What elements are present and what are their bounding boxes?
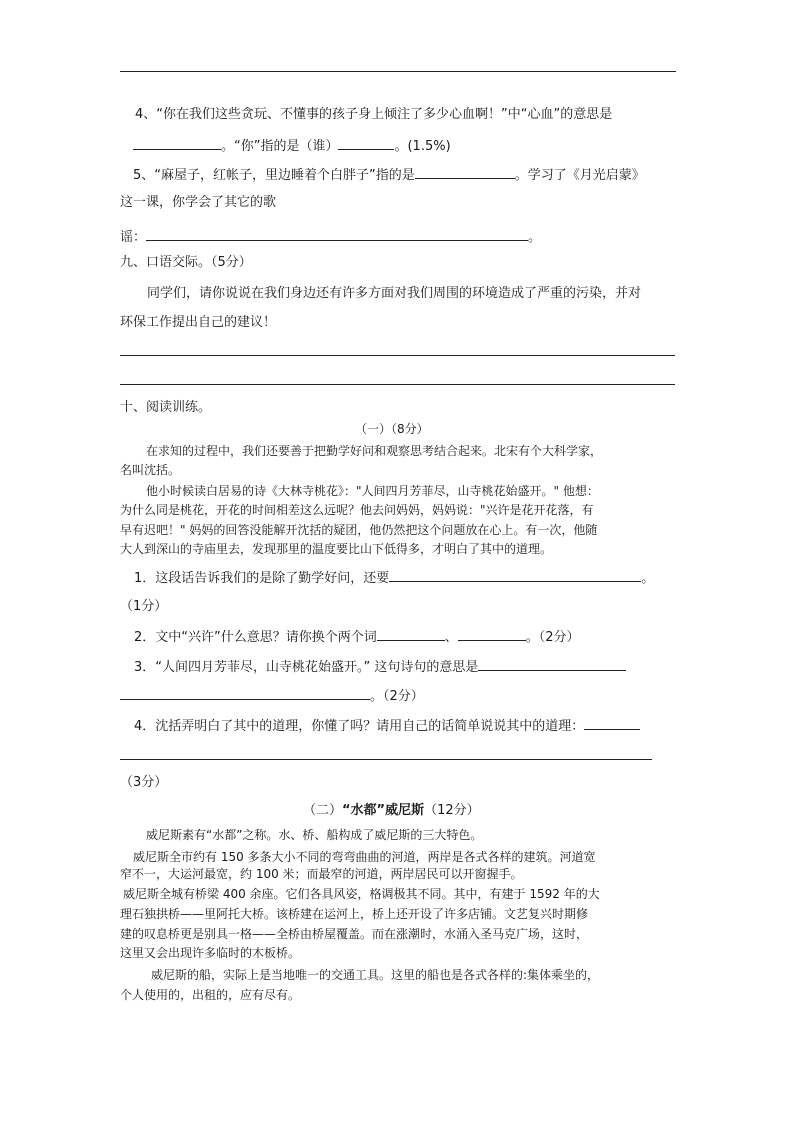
q5-text-b: 。学习了《月光启蒙》 [514, 168, 645, 183]
q5-line2 [120, 194, 276, 212]
reading1-q2 [134, 627, 580, 647]
reading1-q4 [134, 716, 640, 736]
reading1-q4-score: （3分） [120, 775, 168, 790]
reading2-p3-line1: 威尼斯全城有桥梁 400 余座。它们各具风姿，格调极其不同。其中，有建于 1592 年的大 [123, 887, 600, 901]
reading2-title-num: （二） [303, 803, 343, 818]
reading2-p2-line2: 窄不一，大运河最宽，约 100 米；而最窄的河道，两岸居民可以开窗握手。 [120, 867, 523, 881]
reading1-p1-line1: 在求知的过程中，我们还要善于把勤学好问和观察思考结合起来。北宋有个大科学家， [146, 444, 603, 458]
q5-text-a: 5、“麻屋子，红帐子，里边睡着个白胖子”指的是 [133, 168, 415, 183]
q5-text-3b: 。 [528, 230, 542, 245]
reading1-q1-score: （1分） [120, 599, 168, 614]
section10-title: 十、阅读训练。 [120, 400, 212, 415]
reading2-title-score: （12分） [424, 803, 480, 818]
reading1-q3 [134, 657, 626, 677]
q5-text-3a: 谣： [120, 230, 147, 245]
reading1-q4-answer-line[interactable] [120, 759, 652, 760]
reading1-q2-sep: 、 [444, 630, 458, 645]
reading1-q2-blank-2[interactable] [458, 627, 526, 641]
q4-answer-blank-2[interactable] [338, 136, 394, 150]
q4-text: 4、“你在我们这些贪玩、不懂事的孩子身上倾注了多少心血啊！”中“心血”的意思是 [135, 107, 613, 122]
reading1-p2-line4: 大人到深山的寺庙里去，发现那里的温度要比山下低得多，才明白了其中的道理。 [120, 542, 553, 556]
reading1-q3-end: 。（2分） [370, 689, 424, 704]
reading1-q4-blank-1[interactable] [584, 716, 640, 730]
section9-title: 九、口语交际。（5分） [120, 255, 252, 270]
reading2-p3-line4: 这里又会出现许多临时的木板桥。 [120, 946, 301, 960]
q5-answer-blank-2[interactable] [146, 227, 528, 241]
q4-line2 [133, 136, 451, 156]
reading1-q1-end: 。 [641, 571, 655, 586]
section9-para-line2: 环保工作提出自己的建议！ [120, 315, 277, 330]
reading1-q3-line2 [120, 686, 424, 706]
reading1-q1 [134, 568, 654, 588]
reading1-q3-text: 3．“人间四月芳菲尽，山寺桃花始盛开。” 这句诗句的意思是 [134, 660, 479, 675]
section9-answer-line-1[interactable] [120, 355, 675, 356]
header-rule [120, 71, 676, 72]
reading2-p1: 威尼斯素有“水都”之称。水、桥、船构成了威尼斯的三大特色。 [146, 828, 483, 842]
q5-answer-blank-1[interactable] [415, 165, 515, 179]
section9-para-line1: 同学们，请你说说在我们身边还有许多方面对我们周围的环境造成了严重的污染，并对 [147, 286, 642, 301]
reading1-p2-line1: 他小时候读白居易的诗《大林寺桃花》："人间四月芳菲尽，山寺桃花始盛开。" 他想： [146, 484, 599, 498]
reading2-p3-line3: 建的叹息桥更是别具一格——全桥由桥屋覆盖。而在涨潮时，水涌入圣马克广场，这时， [120, 927, 589, 941]
reading1-q3-blank-1[interactable] [478, 657, 626, 671]
reading1-q2-blank-1[interactable] [377, 627, 445, 641]
reading2-p3-line2: 理石独拱桥——里阿托大桥。该桥建在运河上，桥上还开设了许多店铺。文艺复兴时期修 [120, 907, 589, 921]
reading2-title-text: “水都”威尼斯 [342, 803, 425, 818]
reading1-p2-line2: 为什么同是桃花，开花的时间相差这么远呢？他去问妈妈，妈妈说："兴许是花开花落，有 [120, 503, 594, 517]
q5-line3 [120, 227, 541, 247]
reading1-q1-blank[interactable] [389, 568, 641, 582]
q4-line2-mid: 。“你”指的是（谁） [221, 139, 339, 154]
q4-line2-end: 。(1.5%) [394, 139, 451, 154]
reading2-p4-line2: 个人使用的，出租的，应有尽有。 [120, 988, 301, 1002]
reading1-title: （一）（8分） [355, 422, 429, 436]
reading1-q2-end: 。（2分） [525, 630, 580, 645]
reading1-q1-text: 1．这段话告诉我们的是除了勤学好问，还要 [134, 571, 390, 586]
q4-answer-blank-1[interactable] [133, 136, 221, 150]
reading2-p4-line1: 威尼斯的船，实际上是当地唯一的交通工具。这里的船也是各式各样的:集体乘坐的， [151, 968, 600, 982]
reading2-title [303, 802, 480, 820]
reading1-p2-line3: 早有迟吧！" 妈妈的回答没能解开沈括的疑团，他仍然把这个问题放在心上。有一次，他随 [120, 523, 598, 537]
reading1-q4-text: 4．沈括弄明白了其中的道理，你懂了吗？请用自己的话简单说说其中的道理： [134, 719, 585, 734]
reading1-q3-blank-2[interactable] [120, 686, 370, 700]
section9-answer-line-2[interactable] [120, 384, 675, 385]
q5-text-2: 这一课，你学会了其它的歌 [120, 195, 277, 210]
q5-line1 [133, 165, 645, 185]
reading1-p1-line2: 名叫沈括。 [120, 463, 181, 477]
reading2-p2-line1: 威尼斯全市约有 150 多条大小不同的弯弯曲曲的河道，两岸是各式各样的建筑。河道宽 [133, 850, 596, 864]
reading1-q2-text: 2．文中“兴许”什么意思？请你换个两个词 [134, 630, 377, 645]
q4-line1 [135, 106, 612, 124]
